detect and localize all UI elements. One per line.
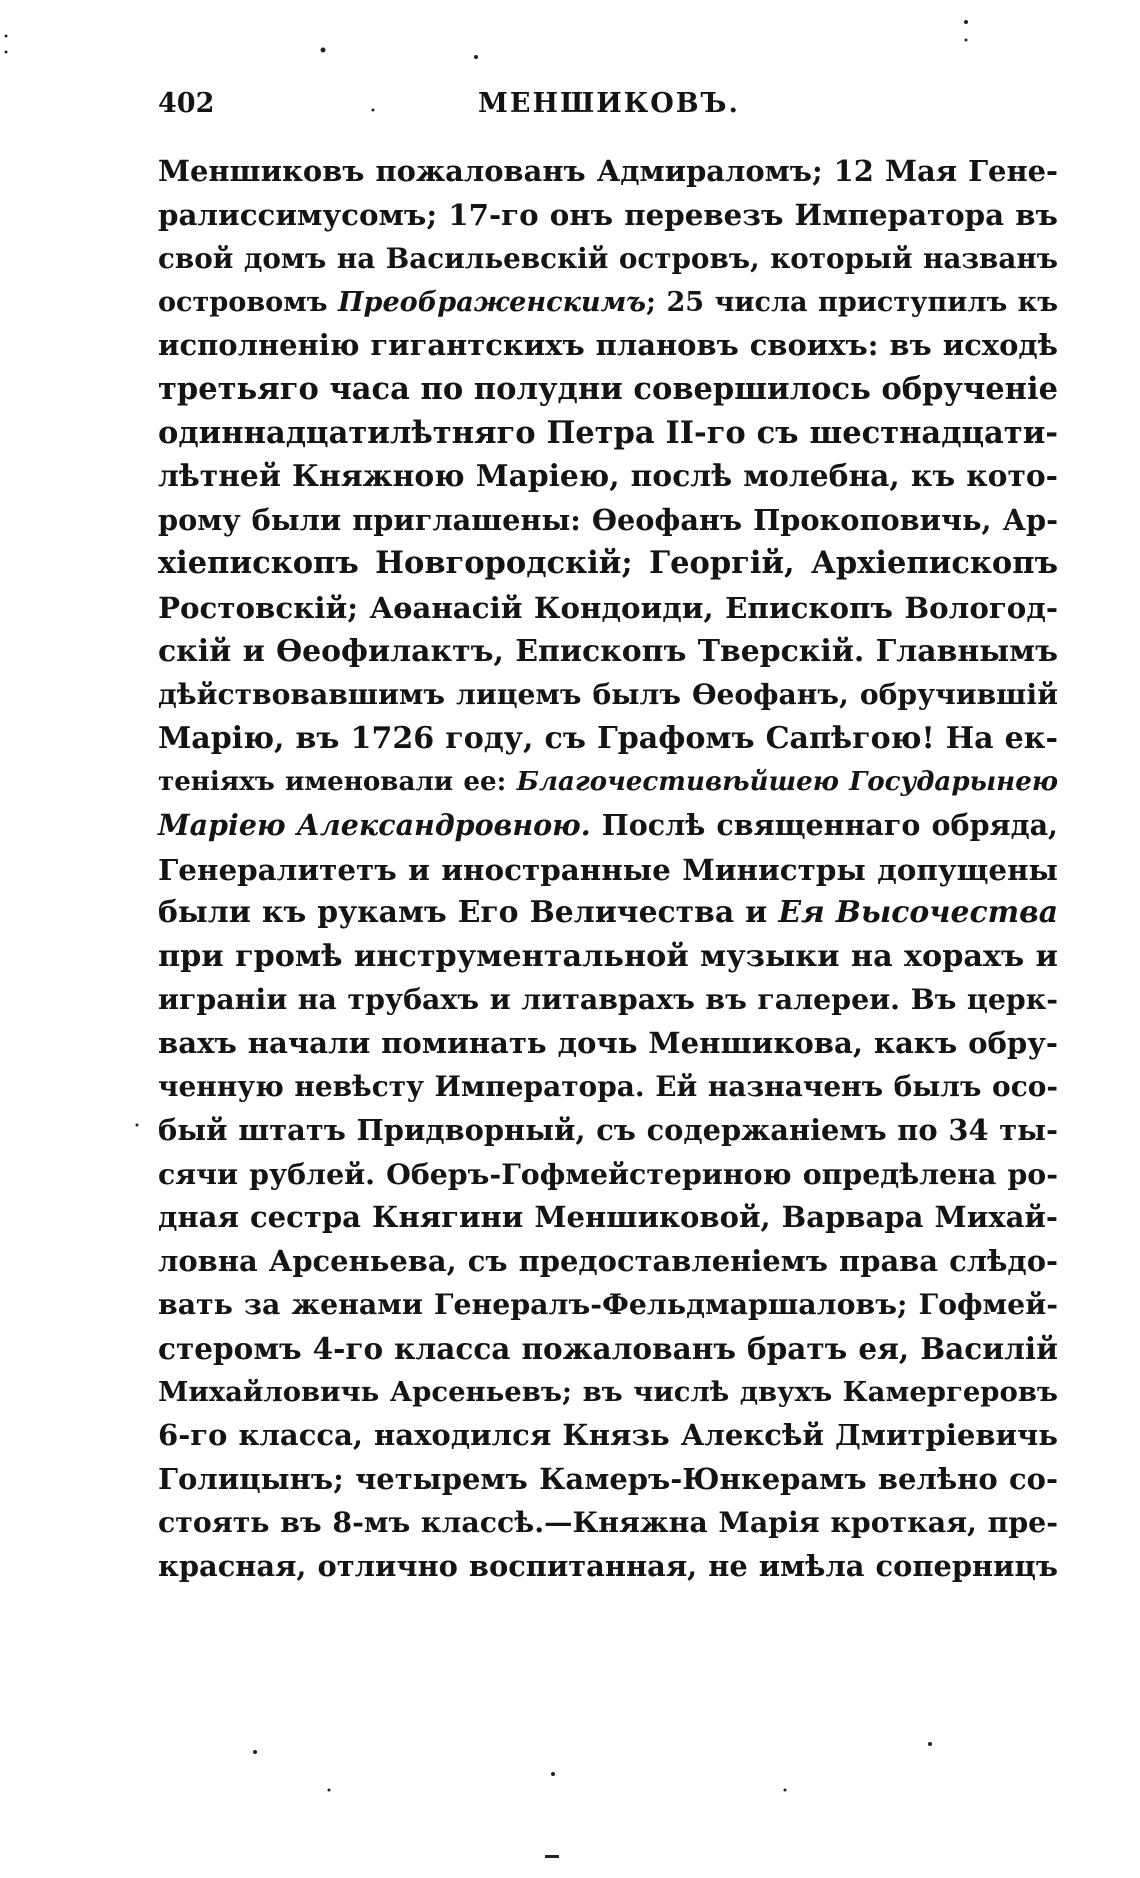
speck <box>253 1750 257 1754</box>
text-run: вать за женами Генералъ-Фельдмаршаловъ; Гофмей- <box>158 1287 1058 1322</box>
text-line <box>158 1458 1058 1502</box>
text-run: островомъ <box>158 286 338 318</box>
text-run: дѣйствовавшимъ лицемъ былъ Ѳеофанъ, обручившій <box>158 678 1058 712</box>
text-run: были къ рукамъ Его Величества и <box>158 895 779 931</box>
page-header <box>158 88 1058 128</box>
italic-text-run: Благочестивѣйшею Государынею <box>516 766 1058 798</box>
text-line <box>158 1153 1058 1197</box>
text-line <box>158 1414 1058 1458</box>
text-line <box>158 1196 1058 1240</box>
text-line <box>158 673 1058 717</box>
text-line <box>158 1109 1058 1153</box>
speck <box>964 20 968 24</box>
body-text <box>158 150 1058 1589</box>
text-run: красная, отлично воспитанная, не имѣла соперницъ <box>158 1549 1058 1583</box>
text-run: ралиссимусомъ; 17-го онъ перевезъ Императора въ <box>158 197 1058 232</box>
italic-text-run: Маріею Александровною. <box>158 807 591 842</box>
page-number: 402 <box>158 88 215 119</box>
speck <box>545 1855 559 1858</box>
speck <box>474 55 478 59</box>
italic-text-run: Преображенскимъ <box>337 286 647 318</box>
speck <box>321 48 326 53</box>
text-run: третьяго часа по полудни совершилось обрученіе <box>158 370 1058 407</box>
text-run: дная сестра Княгини Меншиковой, Варвара Михай- <box>158 1200 1058 1235</box>
text-line <box>158 412 1058 456</box>
text-line <box>158 717 1058 761</box>
speck <box>5 35 8 38</box>
text-run: Меншиковъ пожалованъ Адмираломъ; 12 Мая Гене- <box>158 154 1058 188</box>
text-line <box>158 1545 1058 1589</box>
speck <box>5 51 8 54</box>
text-run: Марію, въ 1726 году, съ Графомъ Сапѣгою! На ек- <box>158 720 1058 756</box>
text-line <box>158 978 1058 1022</box>
text-run: ловна Арсеньева, съ предоставленіемъ права слѣдо- <box>158 1243 1058 1278</box>
text-run: рому были приглашены: Ѳеофанъ Прокоповичь, Ар- <box>158 502 1058 537</box>
speck <box>965 39 968 42</box>
running-head: МЕНШИКОВЪ. <box>478 88 740 119</box>
text-line <box>158 150 1058 194</box>
text-run: ченную невѣсту Императора. Ей назначенъ былъ осо- <box>158 1070 1058 1104</box>
text-run: стеромъ 4-го класса пожалованъ братъ ея, Василій <box>158 1331 1058 1367</box>
text-line <box>158 237 1058 281</box>
speck <box>136 1124 139 1127</box>
text-run: свой домъ на Васильевскій островъ, который названъ <box>158 242 1058 276</box>
text-line <box>158 630 1058 674</box>
text-run: играніи на трубахъ и литаврахъ въ галереи. Въ церк- <box>158 982 1058 1017</box>
speck <box>784 1789 787 1792</box>
text-run: лѣтней Княжною Маріею, послѣ молебна, къ кото- <box>158 459 1058 495</box>
text-run: Послѣ священнаго обряда, <box>590 807 1058 842</box>
text-run: скій и Ѳеофилактъ, Епископъ Тверскій. Главнымъ <box>158 633 1058 669</box>
text-run: ; 25 числа приступилъ къ <box>646 286 1058 318</box>
text-line <box>158 1283 1058 1327</box>
text-line <box>158 324 1058 368</box>
text-line <box>158 935 1058 979</box>
text-run: бый штатъ Придворный, съ содержаніемъ по 34 ты- <box>158 1113 1058 1148</box>
text-run: теніяхъ именовали ее: <box>158 766 517 798</box>
text-run: исполненію гигантскихъ плановъ своихъ: въ исходѣ <box>158 328 1058 363</box>
speck <box>328 1789 331 1792</box>
text-run: стоять въ 8-мъ классѣ.—Княжна Марія кроткая, пре- <box>158 1505 1058 1540</box>
text-run: Генералитетъ и иностранные Министры допущены <box>158 851 1058 887</box>
text-line <box>158 194 1058 238</box>
speck <box>551 1772 555 1776</box>
text-line <box>158 281 1058 325</box>
text-line <box>158 1327 1058 1371</box>
italic-text-run: Ея Высочества <box>778 895 1058 931</box>
text-line <box>158 804 1058 848</box>
text-line <box>158 1240 1058 1284</box>
text-run: Голицынъ; четыремъ Камеръ-Юнкерамъ велѣно со- <box>158 1461 1058 1496</box>
text-line <box>158 760 1058 804</box>
text-run: 6-го класса, находился Князь Алексѣй Дмитріевичь <box>158 1418 1058 1453</box>
text-line <box>158 586 1058 630</box>
text-line <box>158 542 1058 586</box>
speck <box>928 1742 932 1746</box>
text-run: вахъ начали поминать дочь Меншикова, какъ обру- <box>158 1025 1058 1060</box>
text-run: Ростовскій; Аѳанасій Кондоиди, Епископъ Вологод- <box>158 589 1058 625</box>
text-run: Михайловичь Арсеньевъ; въ числѣ двухъ Камергеровъ <box>158 1375 1058 1408</box>
text-run: при громѣ инструментальной музыки на хорахъ и <box>158 938 1058 974</box>
text-line <box>158 1065 1058 1109</box>
text-line <box>158 848 1058 892</box>
text-run: одиннадцатилѣтняго Петра II-го съ шестнадцати- <box>158 414 1058 451</box>
text-line <box>158 368 1058 412</box>
text-line <box>158 1371 1058 1415</box>
text-line <box>158 891 1058 935</box>
text-line <box>158 1501 1058 1545</box>
text-line <box>158 499 1058 543</box>
text-run: хіепископъ Новгородскій; Георгій, Архіепископъ <box>158 545 1058 582</box>
text-line <box>158 455 1058 499</box>
text-run: сячи рублей. Оберъ-Гофмейстериною опредѣлена ро- <box>158 1156 1058 1191</box>
text-line <box>158 1022 1058 1066</box>
